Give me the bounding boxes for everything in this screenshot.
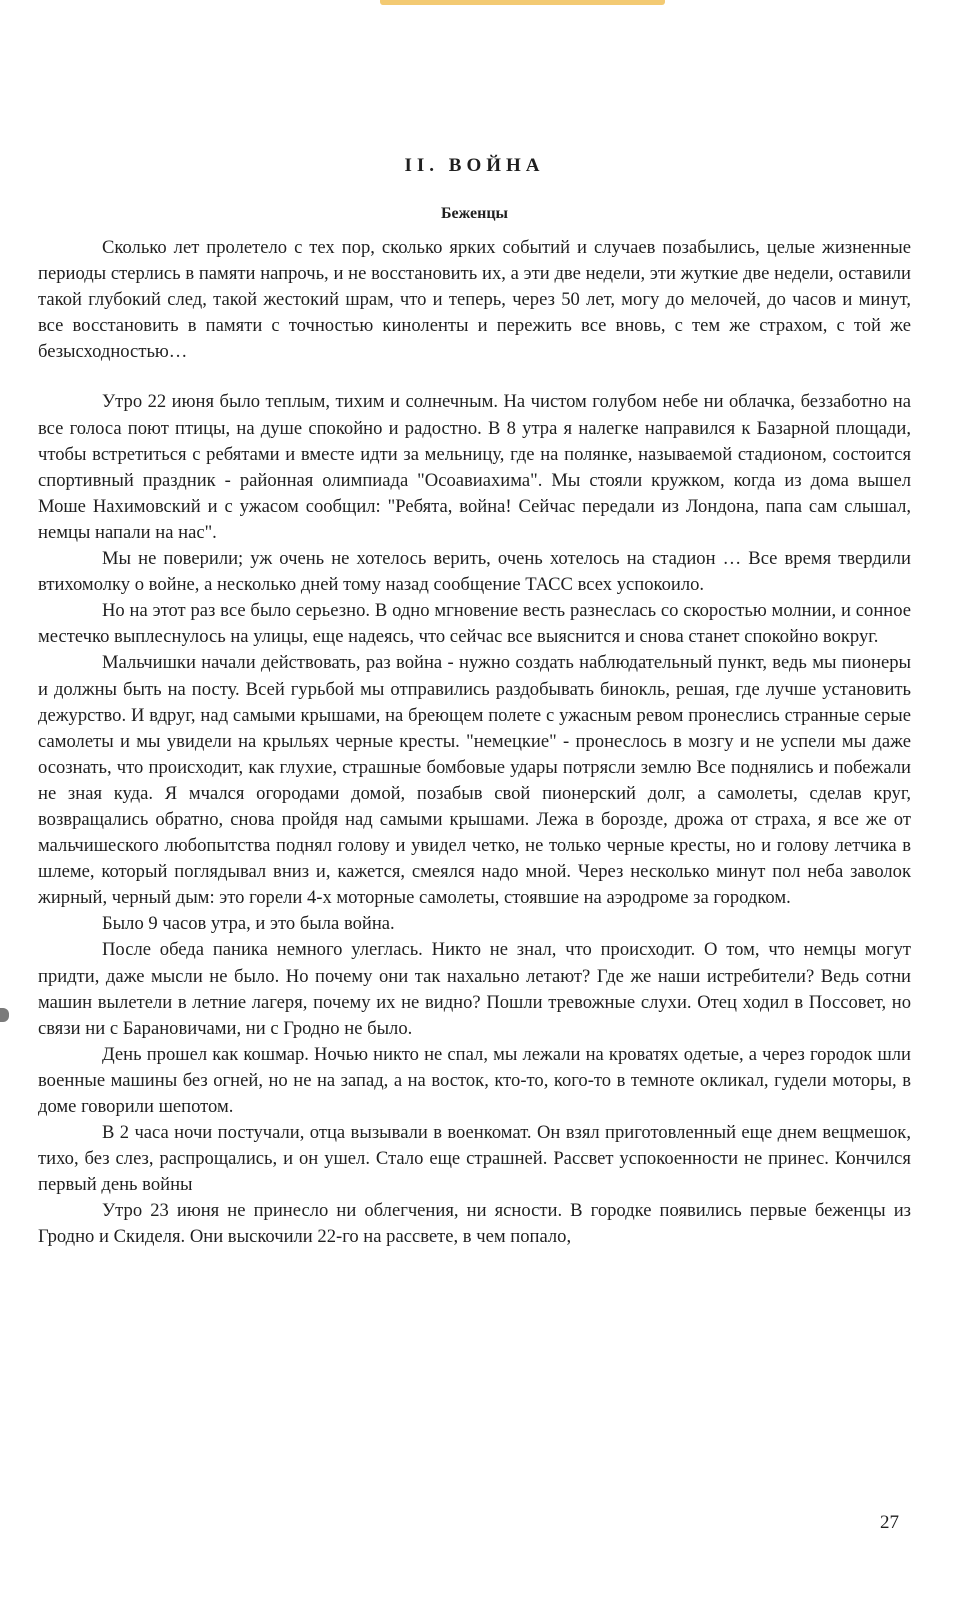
paragraph: Утро 23 июня не принесло ни облегчения, ни ясности. В городке появились первые беженцы из Гродно и Скиделя. Они выскочили 22-го на рассвете, в чем попало, xyxy=(38,1200,911,1248)
top-edge-mark xyxy=(380,0,665,5)
paragraph: Сколько лет пролетело с тех пор, сколько ярких событий и случаев позабылись, целые жизненные периоды стерлись в памяти напрочь, и не восстановить их, а эти две недели, эти жуткие две недели, оставили такой глубокий след, такой жестокий шрам, что и теперь, через 50 лет, могу до мелочей, до часов и минут, все восстановить в памяти с точностью киноленты и пережить все вновь, с тем же страхом, с той же безысходностью… xyxy=(38,237,911,363)
paragraph: Мы не поверили; уж очень не хотелось верить, очень хотелось на стадион … Все время твердили втихомолку о войне, а несколько дней тому назад сообщение ТАСС всех успокоило. xyxy=(38,548,911,596)
document-page xyxy=(38,155,911,1251)
paragraph: Утро 22 июня было теплым, тихим и солнечным. На чистом голубом небе ни облачка, беззаботно на все голоса поют птицы, на душе спокойно и радостно. В 8 утра я налегке направился к Базарной площади, чтобы встретиться с ребятами и вместе идти за мельницу, где на полянке, называемой стадионом, состоится спортивный праздник - районная олимпиада "Осоавиахима". Мы стояли кружком, когда из дома вышел Моше Нахимовский и с ужасом сообщил: "Ребята, война! Сейчас передали из Лондона, папа сам слышал, немцы напали на нас". xyxy=(38,391,911,543)
paragraph: После обеда паника немного улеглась. Никто не знал, что происходит. О том, что немцы могут придти, даже мысли не было. Но почему они так нахально летают? Где же наши истребители? Ведь сотни машин вылетели в летние лагеря, почему их не видно? Пошли тревожные слухи. Отец ходил в Поссовет, но связи ни с Барановичами, ни с Гродно не было. xyxy=(38,939,911,1039)
page-number: 27 xyxy=(880,1512,899,1533)
paragraph: Но на этот раз все было серьезно. В одно мгновение весть разнеслась со скоростью молнии, и сонное местечко выплеснулось на улицы, еще надеясь, что сейчас все выяснится и снова станет спокойно вокруг. xyxy=(38,600,911,648)
chapter-title: II. ВОЙНА xyxy=(404,155,545,176)
left-edge-mark xyxy=(0,1008,9,1022)
paragraph: Мальчишки начали действовать, раз война - нужно создать наблюдательный пункт, ведь мы пионеры и должны быть на посту. Всей гурьбой мы отправились раздобывать бинокль, решая, где лучше установить дежурство. И вдруг, над самыми крышами, на бреющем полете с ужасным ревом пронеслись странные серые самолеты и мы увидели на крыльях черные кресты. "немецкие" - пронеслось в мозгу и не успели мы даже осознать, что происходит, как глухие, страшные бомбовые удары потрясли землю Все поднялись и побежали не зная куда. Я мчался огородами домой, позабыв свой пионерский долг, а самолеты, сделав круг, возвращались обратно, снова пройдя над самыми крышами. Лежа в борозде, дрожа от страха, я все же от мальчишеского любопытства поднял голову и увидел четко, не только черные кресты, но и голову летчика в шлеме, который поглядывал вниз и, кажется, смеялся надо мной. Через несколько минут пол неба заволок жирный, черный дым: это горели 4-х моторные самолеты, стоявшие на аэродроме за городком. xyxy=(38,652,911,909)
paragraph: В 2 часа ночи постучали, отца вызывали в военкомат. Он взял приготовленный еще днем вещмешок, тихо, без слез, распрощались, и он ушел. Стало еще страшней. Рассвет успокоенности не принес. Кончился первый день войны xyxy=(38,1122,911,1196)
section-title: Беженцы xyxy=(440,205,509,222)
paragraph: День прошел как кошмар. Ночью никто не спал, мы лежали на кроватях одетые, а через городок шли военные машины без огней, но не на запад, а на восток, кто-то, кого-то в темноте окликал, гудели моторы, в доме говорили шепотом. xyxy=(38,1043,911,1117)
paragraph: Было 9 часов утра, и это была война. xyxy=(102,913,395,935)
